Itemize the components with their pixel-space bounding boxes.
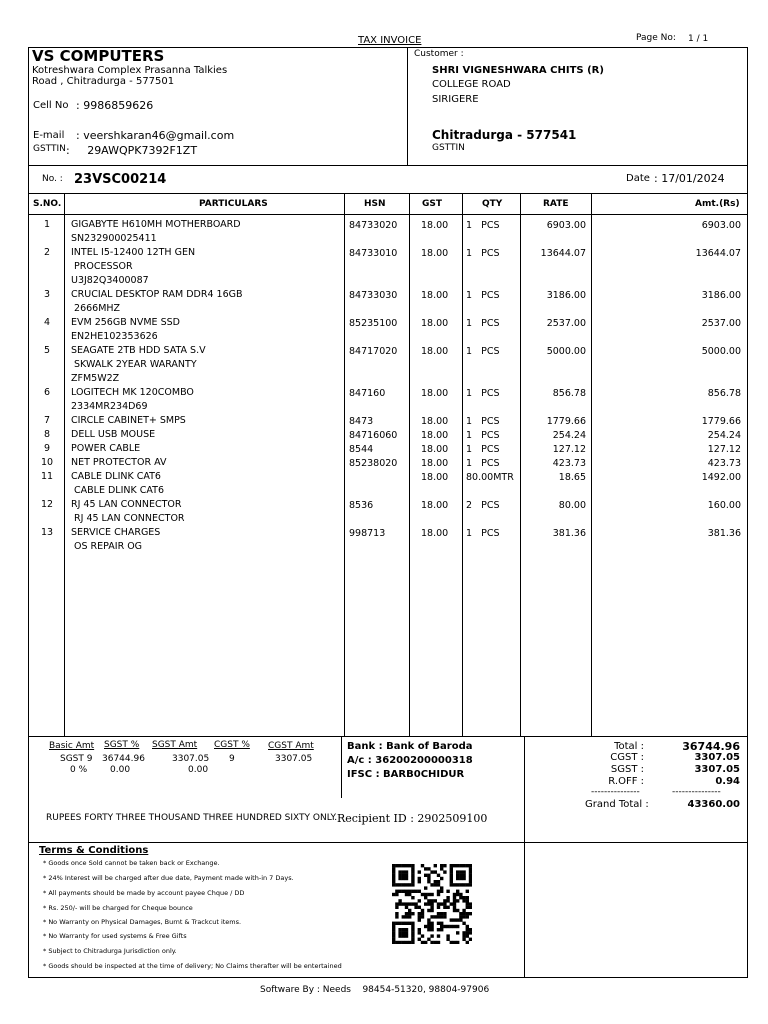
bank-ifsc: IFSC : BARB0CHIDUR xyxy=(347,769,465,780)
item-description: 2334MR234D69 xyxy=(71,401,148,412)
item-amount: 381.36 xyxy=(707,528,741,539)
item-sno: 12 xyxy=(40,499,54,510)
item-hsn: 84733010 xyxy=(349,248,398,259)
item-description: DELL USB MOUSE xyxy=(71,429,156,440)
item-description: RJ 45 LAN CONNECTOR xyxy=(71,499,182,510)
tax-header-cgst-pct: CGST % xyxy=(214,740,250,750)
totals-divider-left: --------------- xyxy=(591,787,640,797)
qr-code-icon xyxy=(392,864,472,944)
item-description: INTEL I5-12400 12TH GEN xyxy=(71,247,196,258)
item-hsn: 84733030 xyxy=(349,290,398,301)
col-header-rate: RATE xyxy=(543,199,569,209)
item-qty: 1 PCS xyxy=(466,458,500,469)
seller-name: VS COMPUTERS xyxy=(32,47,165,65)
item-description: 2666MHZ xyxy=(71,303,121,314)
item-qty: 1 PCS xyxy=(466,430,500,441)
item-amount: 1492.00 xyxy=(701,472,741,483)
roff-value: 0.94 xyxy=(715,776,740,787)
terms-item: * Goods should be inspected at the time of delivery; No Claims therafter will be entertained xyxy=(43,962,342,970)
item-description: U3J82Q3400087 xyxy=(71,275,149,286)
item-amount: 423.73 xyxy=(707,458,741,469)
tax-row2-sgst-pct: 0.00 xyxy=(110,765,131,775)
item-qty: 1 PCS xyxy=(466,248,500,259)
item-rate: 13644.07 xyxy=(540,248,586,259)
item-sno: 8 xyxy=(43,429,51,440)
item-gst: 18.00 xyxy=(421,388,449,399)
item-amount: 160.00 xyxy=(707,500,741,511)
item-rate: 423.73 xyxy=(552,458,586,469)
col-header-sno: S.NO. xyxy=(33,199,62,209)
sgst-value: 3307.05 xyxy=(694,764,740,775)
item-gst: 18.00 xyxy=(421,318,449,329)
bank-name: Bank : Bank of Baroda xyxy=(347,741,473,752)
item-qty: 2 PCS xyxy=(466,500,500,511)
cgst-value: 3307.05 xyxy=(694,752,740,763)
item-qty: 1 PCS xyxy=(466,220,500,231)
item-rate: 2537.00 xyxy=(546,318,586,329)
customer-city: Chitradurga - 577541 xyxy=(432,128,577,142)
item-rate: 1779.66 xyxy=(546,416,586,427)
item-description: EN2HE102353626 xyxy=(71,331,158,342)
item-qty: 1 PCS xyxy=(466,416,500,427)
item-amount: 2537.00 xyxy=(701,318,741,329)
item-sno: 5 xyxy=(43,345,51,356)
item-description: OS REPAIR OG xyxy=(71,541,143,552)
tax-header-basic: Basic Amt xyxy=(49,741,95,751)
page-no-value: 1 / 1 xyxy=(688,34,709,44)
customer-gst-label: GSTTIN xyxy=(432,143,465,153)
item-hsn: 84717020 xyxy=(349,346,398,357)
invoice-no-label: No. : xyxy=(42,174,63,184)
item-description: SKWALK 2YEAR WARANTY xyxy=(71,359,197,370)
item-gst: 18.00 xyxy=(421,458,449,469)
item-gst: 18.00 xyxy=(421,528,449,539)
item-description: POWER CABLE xyxy=(71,443,141,454)
item-sno: 3 xyxy=(43,289,51,300)
sgst-label: SGST : xyxy=(610,764,644,775)
terms-item: * No Warranty on Physical Damages, Burnt & Trackcut items. xyxy=(43,918,242,926)
item-hsn: 84733020 xyxy=(349,220,398,231)
item-rate: 381.36 xyxy=(552,528,586,539)
col-header-particulars: PARTICULARS xyxy=(199,199,268,209)
item-hsn: 847160 xyxy=(349,388,386,399)
item-amount: 3186.00 xyxy=(701,290,741,301)
item-description: SERVICE CHARGES xyxy=(71,527,161,538)
item-sno: 11 xyxy=(40,471,54,482)
item-description: EVM 256GB NVME SSD xyxy=(71,317,180,328)
terms-item: * Subject to Chitradurga Jurisdiction only. xyxy=(43,947,177,955)
item-description: SEAGATE 2TB HDD SATA S.V xyxy=(71,345,206,356)
customer-name: SHRI VIGNESHWARA CHITS (R) xyxy=(432,65,604,76)
total-value: 36744.96 xyxy=(682,740,740,753)
terms-item: * 24% Interest will be charged after due date, Payment made with-in 7 Days. xyxy=(43,874,294,882)
cell-value: : 9986859626 xyxy=(76,99,154,112)
item-amount: 13644.07 xyxy=(695,248,741,259)
item-amount: 856.78 xyxy=(707,388,741,399)
terms-item: * All payments should be made by account payee Chque / DD xyxy=(43,889,245,897)
item-hsn: 8536 xyxy=(349,500,374,511)
item-sno: 13 xyxy=(40,527,54,538)
item-qty: 80.00MTR xyxy=(466,472,514,483)
item-amount: 5000.00 xyxy=(701,346,741,357)
recipient-id: Recipient ID : 2902509100 xyxy=(337,812,488,825)
item-gst: 18.00 xyxy=(421,500,449,511)
item-rate: 3186.00 xyxy=(546,290,586,301)
date-value: : 17/01/2024 xyxy=(654,172,725,185)
item-rate: 5000.00 xyxy=(546,346,586,357)
bank-account: A/c : 36200200000318 xyxy=(347,755,473,766)
grand-total-value: 43360.00 xyxy=(687,799,740,810)
seller-gst-value: : 29AWQPK7392F1ZT xyxy=(66,144,198,157)
customer-address-line2: SIRIGERE xyxy=(432,94,479,105)
item-sno: 7 xyxy=(43,415,51,426)
item-description: PROCESSOR xyxy=(71,261,133,272)
seller-address-line2: Road , Chitradurga - 577501 xyxy=(32,76,175,87)
item-qty: 1 PCS xyxy=(466,388,500,399)
item-amount: 127.12 xyxy=(707,444,741,455)
tax-header-sgst-amt: SGST Amt xyxy=(152,740,198,750)
item-qty: 1 PCS xyxy=(466,290,500,301)
item-gst: 18.00 xyxy=(421,346,449,357)
col-header-hsn: HSN xyxy=(364,199,386,209)
invoice-no-value: 23VSC00214 xyxy=(74,172,167,187)
amount-in-words: RUPEES FORTY THREE THOUSAND THREE HUNDRED SIXTY ONLY. xyxy=(46,813,338,823)
item-gst: 18.00 xyxy=(421,290,449,301)
terms-title: Terms & Conditions xyxy=(39,845,149,856)
item-rate: 856.78 xyxy=(552,388,586,399)
tax-row2-sgst-amt: 0.00 xyxy=(188,765,209,775)
item-description: CIRCLE CABINET+ SMPS xyxy=(71,415,186,426)
item-rate: 80.00 xyxy=(558,500,586,511)
item-amount: 6903.00 xyxy=(701,220,741,231)
col-header-qty: QTY xyxy=(482,199,503,209)
item-hsn: 8544 xyxy=(349,444,374,455)
item-hsn: 85238020 xyxy=(349,458,398,469)
tax-row1-sgst-pct: 36744.96 xyxy=(102,754,145,764)
item-description: GIGABYTE H610MH MOTHERBOARD xyxy=(71,219,241,230)
item-gst: 18.00 xyxy=(421,220,449,231)
item-rate: 127.12 xyxy=(552,444,586,455)
terms-item: * Goods once Sold cannot be taken back or Exchange. xyxy=(43,859,220,867)
tax-header-cgst-amt: CGST Amt xyxy=(268,741,314,751)
item-rate: 6903.00 xyxy=(546,220,586,231)
seller-address-line1: Kotreshwara Complex Prasanna Talkies xyxy=(32,65,228,76)
document-title: TAX INVOICE xyxy=(358,35,422,46)
item-hsn: 998713 xyxy=(349,528,386,539)
item-qty: 1 PCS xyxy=(466,318,500,329)
item-amount: 254.24 xyxy=(707,430,741,441)
tax-row2-basic: 0 % xyxy=(70,765,88,775)
item-hsn: 8473 xyxy=(349,416,374,427)
roff-label: R.OFF : xyxy=(608,776,644,787)
item-sno: 2 xyxy=(43,247,51,258)
email-label: E-mail xyxy=(33,130,65,141)
item-description: RJ 45 LAN CONNECTOR xyxy=(71,513,185,524)
item-sno: 1 xyxy=(43,219,51,230)
customer-address-line1: COLLEGE ROAD xyxy=(432,79,511,90)
item-description: NET PROTECTOR AV xyxy=(71,457,167,468)
item-description: CABLE DLINK CAT6 xyxy=(71,471,161,482)
item-amount: 1779.66 xyxy=(701,416,741,427)
item-sno: 6 xyxy=(43,387,51,398)
customer-label: Customer : xyxy=(414,49,464,59)
tax-row1-sgst-amt: 3307.05 xyxy=(172,754,210,764)
terms-item: * Rs. 250/- will be charged for Cheque bounce xyxy=(43,904,193,912)
item-gst: 18.00 xyxy=(421,444,449,455)
item-gst: 18.00 xyxy=(421,248,449,259)
item-hsn: 84716060 xyxy=(349,430,398,441)
date-label: Date xyxy=(626,173,650,184)
totals-divider-right: --------------- xyxy=(672,787,721,797)
item-description: CABLE DLINK CAT6 xyxy=(71,485,164,496)
email-value: : veershkaran46@gmail.com xyxy=(76,129,235,142)
tax-row1-basic: SGST 9 xyxy=(60,754,93,764)
item-description: CRUCIAL DESKTOP RAM DDR4 16GB xyxy=(71,289,243,300)
tax-row1-cgst-pct: 9 xyxy=(229,754,235,764)
item-rate: 18.65 xyxy=(558,472,586,483)
item-qty: 1 PCS xyxy=(466,346,500,357)
item-sno: 4 xyxy=(43,317,51,328)
item-description: LOGITECH MK 120COMBO xyxy=(71,387,194,398)
item-qty: 1 PCS xyxy=(466,444,500,455)
terms-item: * No Warranty for used systems & Free Gifts xyxy=(43,932,187,940)
software-footer: Software By : Needs 98454-51320, 98804-97906 xyxy=(260,985,490,995)
col-header-gst: GST xyxy=(422,199,443,209)
item-rate: 254.24 xyxy=(552,430,586,441)
item-hsn: 85235100 xyxy=(349,318,398,329)
cell-label: Cell No xyxy=(33,100,69,111)
col-header-amount: Amt.(Rs) xyxy=(695,199,740,209)
item-gst: 18.00 xyxy=(421,472,449,483)
cgst-label: CGST : xyxy=(610,752,644,763)
seller-gst-label: GSTTIN xyxy=(33,144,66,154)
item-sno: 10 xyxy=(40,457,54,468)
item-gst: 18.00 xyxy=(421,430,449,441)
item-sno: 9 xyxy=(43,443,51,454)
page-no-label: Page No: xyxy=(636,33,676,43)
item-description: ZFM5W2Z xyxy=(71,373,120,384)
item-gst: 18.00 xyxy=(421,416,449,427)
tax-header-sgst-pct: SGST % xyxy=(104,740,140,750)
item-qty: 1 PCS xyxy=(466,528,500,539)
item-description: SN232900025411 xyxy=(71,233,157,244)
grand-total-label: Grand Total : xyxy=(585,799,649,810)
tax-row1-cgst-amt: 3307.05 xyxy=(275,754,313,764)
total-label: Total : xyxy=(614,741,644,752)
